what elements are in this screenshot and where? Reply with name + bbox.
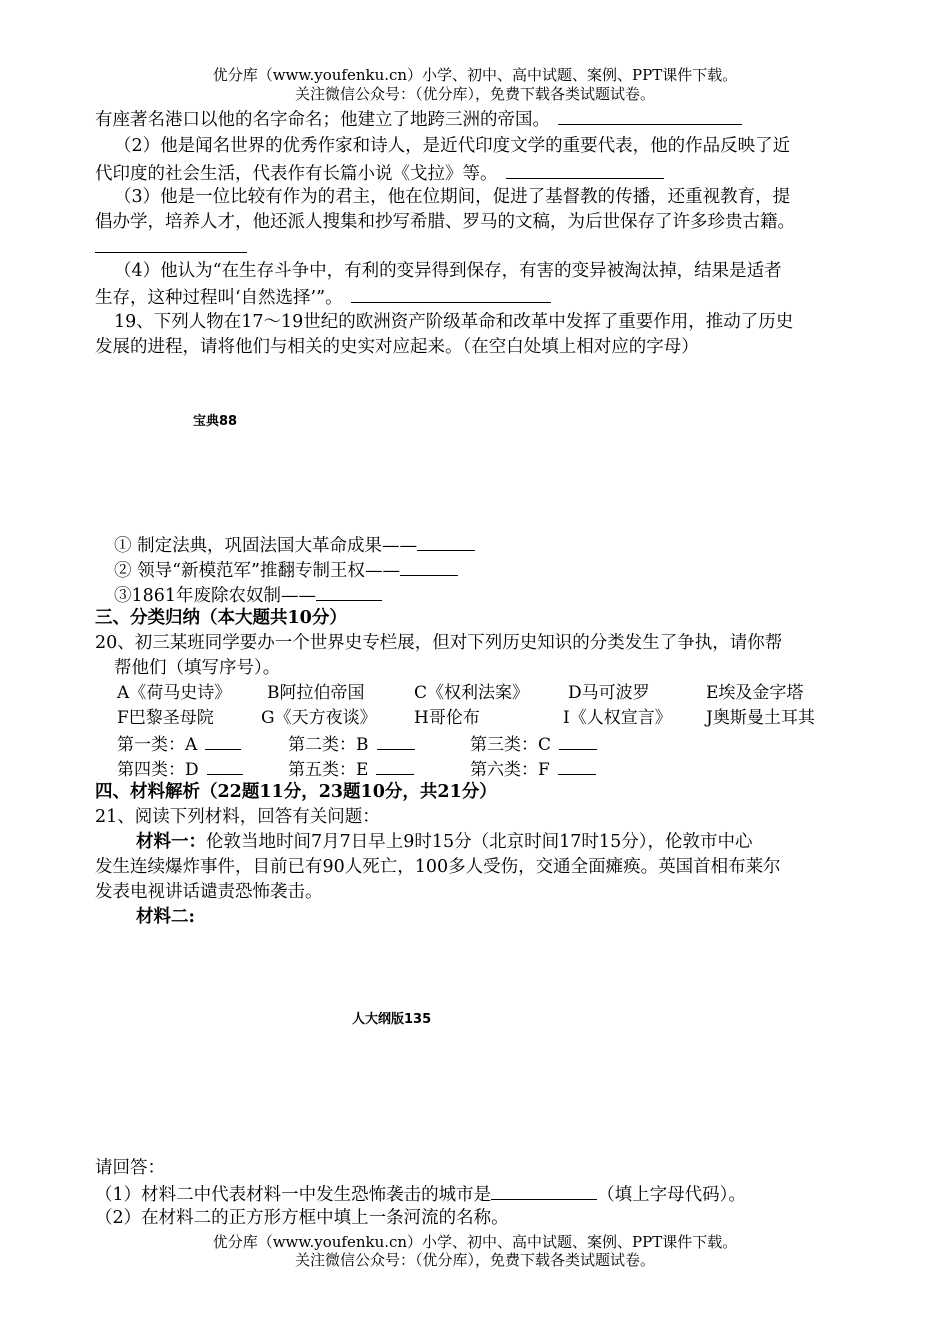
- image-placeholder-label: 宝典88: [193, 414, 238, 429]
- option-i: I《人权宣言》: [563, 708, 672, 728]
- category-3: 第三类：C: [470, 731, 597, 757]
- map-placeholder-label: 人大纲版135: [352, 1012, 432, 1027]
- answer-blank[interactable]: [400, 557, 458, 576]
- category-6: 第六类：F: [470, 756, 596, 782]
- q19-item-1: ① 制定法典，巩固法国大革命成果——: [114, 532, 475, 558]
- q21-line: 21、阅读下列材料，回答有关问题：: [95, 807, 380, 827]
- category-1: 第一类：A: [117, 731, 241, 757]
- q19-line-2: 发展的进程，请将他们与相关的史实对应起来。（在空白处填上相对应的字母）: [95, 337, 699, 357]
- option-h: H哥伦布: [414, 708, 480, 728]
- category-5: 第五类：E: [288, 756, 414, 782]
- q19-item-2: ② 领导“新模范军”推翻专制王权——: [114, 557, 458, 583]
- q18-line-cont: 有座著名港口以他的名字命名；他建立了地跨三洲的帝国。: [95, 106, 742, 132]
- answer-prompt: 请回答：: [95, 1158, 165, 1178]
- answer-blank[interactable]: [558, 756, 596, 775]
- q18-p2-line-1: （2）他是闻名世界的优秀作家和诗人，是近代印度文学的重要代表，他的作品反映了近: [114, 136, 791, 156]
- category-4: 第四类：D: [117, 756, 243, 782]
- answer-blank[interactable]: [351, 284, 551, 303]
- q18-p4-line-1: （4）他认为“在生存斗争中，有利的变异得到保存，有害的变异被淘汰掉，结果是适者: [114, 261, 782, 281]
- q18-p4-line-2: 生存，这种过程叫‘自然选择’”。: [95, 284, 551, 310]
- material-1-label: 材料一：: [136, 832, 206, 852]
- option-b: B阿拉伯帝国: [267, 683, 365, 703]
- option-d: D马可波罗: [568, 683, 650, 703]
- answer-blank[interactable]: [491, 1181, 597, 1200]
- answer-blank[interactable]: [205, 731, 241, 750]
- material-2-label: 材料二:: [136, 907, 195, 927]
- option-f: F巴黎圣母院: [117, 708, 214, 728]
- answer-blank[interactable]: [417, 532, 475, 551]
- option-e: E埃及金字塔: [706, 683, 804, 703]
- answer-blank[interactable]: [506, 160, 664, 179]
- answer-blank[interactable]: [377, 731, 415, 750]
- material-1-line-2: 发生连续爆炸事件，目前已有90人死亡，100多人受伤，交通全面瘫痪。英国首相布莱尔: [95, 857, 781, 877]
- option-c: C《权利法案》: [414, 683, 530, 703]
- footer-line-2: 关注微信公众号：（优分库），免费下载各类试题试卷。: [294, 1251, 655, 1269]
- category-2: 第二类：B: [288, 731, 415, 757]
- q18-p2-line-2: 代印度的社会生活，代表作有长篇小说《戈拉》等。: [95, 160, 664, 186]
- answer-blank[interactable]: [95, 234, 247, 253]
- q19-item-3: ③1861年废除农奴制——: [114, 582, 382, 608]
- answer-blank[interactable]: [316, 582, 382, 601]
- section-4-title: 四、材料解析（22题11分，23题10分，共21分）: [95, 782, 497, 802]
- q20-line-2: 帮他们（填写序号）。: [114, 658, 281, 678]
- option-a: A《荷马史诗》: [117, 683, 232, 703]
- q20-line-1: 20、初三某班同学要办一个世界史专栏展，但对下列历史知识的分类发生了争执，请你帮: [95, 633, 783, 653]
- answer-blank[interactable]: [559, 731, 597, 750]
- q18-p3-blank-line: [95, 234, 247, 260]
- option-j: J奥斯曼土耳其: [706, 708, 815, 728]
- answer-blank[interactable]: [376, 756, 414, 775]
- header-line-1: 优分库（www.youfenku.cn）小学、初中、高中试题、案例、PPT课件下载。: [212, 66, 738, 84]
- q19-line-1: 19、下列人物在17～19世纪的欧洲资产阶级革命和改革中发挥了重要作用，推动了历史: [114, 312, 794, 332]
- section-3-title: 三、分类归纳（本大题共10分）: [95, 608, 347, 628]
- footer-line-1: 优分库（www.youfenku.cn）小学、初中、高中试题、案例、PPT课件下载。: [212, 1233, 738, 1251]
- answer-2: （2）在材料二的正方形方框中填上一条河流的名称。: [95, 1208, 509, 1228]
- q18-p3-line-2: 倡办学，培养人才，他还派人搜集和抄写希腊、罗马的文稿，为后世保存了许多珍贵古籍。: [95, 212, 795, 232]
- answer-blank[interactable]: [558, 106, 742, 125]
- answer-blank[interactable]: [207, 756, 243, 775]
- option-g: G《天方夜谈》: [261, 708, 377, 728]
- material-1-line-1: 材料一：伦敦当地时间7月7日早上9时15分（北京时间17时15分），伦敦市中心: [136, 832, 753, 852]
- header-line-2: 关注微信公众号：（优分库），免费下载各类试题试卷。: [294, 85, 655, 103]
- material-1-line-3: 发表电视讲话谴责恐怖袭击。: [95, 882, 323, 902]
- answer-1: （1）材料二中代表材料一中发生恐怖袭击的城市是 （填上字母代码）。: [95, 1181, 746, 1207]
- q18-p3-line-1: （3）他是一位比较有作为的君主，他在位期间，促进了基督教的传播，还重视教育，提: [114, 187, 791, 207]
